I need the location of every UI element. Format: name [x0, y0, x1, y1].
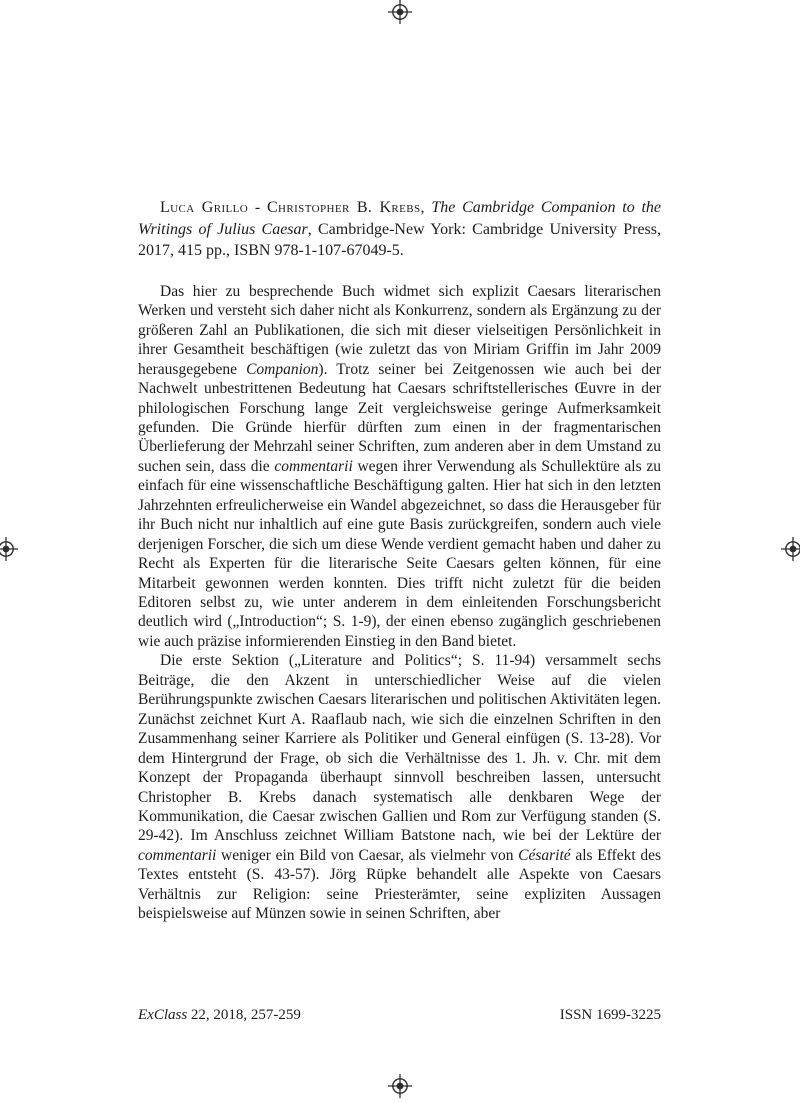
book-citation — [138, 197, 661, 262]
body-paragraph — [138, 651, 661, 923]
text-segment: Luca Grillo — [160, 199, 249, 216]
text-segment: 22, 2018, 257-259 — [187, 1007, 301, 1023]
review-text-block — [138, 197, 661, 924]
text-segment: wegen ihrer Verwendung als Schullektüre als zu einfach für eine wissenschaftliche Beschäftigung galten. Hier hat sich in den letzten Jahrzehnten erfreulicherweise ein Wandel abgezeichnet, so dass die Herausgeber für ihr Buch nicht nur inhaltlich auf eine gute Basis zurückgreifen, sondern auch viele derjenigen Forscher, die sich um diese Wende verdient gemacht haben und daher zu Recht als Experten für die literarische Seite Caesars gelten können, für eine Mitarbeit gewonnen werden konnten. Dies trifft nicht zuletzt für die beiden Editoren selbst zu, wie unter anderem in dem einleitenden Forschungsbericht deutlich wird („Introduction“; S. 1-9), der einen ebenso zugänglich geschriebenen wie auch präzise informierenden Einstieg in den Band bietet. — [138, 457, 661, 650]
text-segment: Die erste Sektion („Literature and Politics“; S. 11-94) versammelt sechs Beiträge, die den Akzent in unterschiedlicher Weise auf die vielen Berührungspunkte zwischen Caesars literarischen und politischen Aktivitäten legen. Zunächst zeichnet Kurt A. Raaflaub nach, wie sich die einzelnen Schriften in den Zusammenhang seiner Karriere als Politiker und General einfügen (S. 13-28). Vor dem Hintergrund der Frage, ob sich die Verhältnisse des 1. Jh. v. Chr. mit dem Konzept der Propaganda überhaupt sinnvoll beschreiben lassen, untersucht Christopher B. Krebs danach systematisch alle denkbaren Wege der Kommunikation, die Caesar zwischen Gallien und Rom zur Verfügung standen (S. 29-42). Im Anschluss zeichnet William Batstone nach, wie bei der Lektüre der — [138, 652, 661, 845]
text-segment: commentarii — [138, 846, 217, 864]
text-segment: ). Trotz seiner bei Zeitgenossen wie auch bei der Nachwelt unbestrittenen Bedeutung hat Caesars schriftstellerisches Œuvre in der philologischen Forschung lange Zeit vergleichsweise geringe Aufmerksamkeit gefunden. Die Gründe hierfür dürften zum einen in der fragmentarischen Überlieferung der Mehrzahl seiner Schriften, zum anderen aber in dem Umstand zu suchen sein, dass die — [138, 360, 661, 475]
text-segment: ExClass — [138, 1007, 188, 1023]
registration-target-icon — [781, 537, 800, 561]
text-segment: Companion — [246, 360, 319, 378]
text-segment: , Cambridge-New York: Cambridge University Press, 2017, 415 pp., ISBN 978-1-107-67049-5. — [138, 220, 662, 260]
text-segment: commentarii — [274, 457, 353, 475]
text-segment: Christopher B. Krebs — [266, 199, 421, 216]
text-segment: Das hier zu besprechende Buch widmet sich explizit Caesars literarischen Werken und versteht sich daher nicht als Konkurrenz, sondern als Ergänzung zu der größeren Zahl an Publikationen, die sich mit dieser vielseitigen Persönlichkeit in ihrer Gesamtheit beschäftigen (wie zuletzt das von Miriam Griffin im Jahr 2009 herausgegebene — [138, 282, 661, 378]
registration-mark-left — [0, 537, 18, 561]
text-segment: - — [248, 199, 267, 216]
text-segment: als Effekt des Textes entsteht (S. 43-57). Jörg Rüpke behandelt alle Aspekte von Caesars Verhältnis zur Religion: seine Priesterämter, seine expliziten Aussagen beispielsweise auf Münzen sowie in seinen Schriften, aber — [138, 846, 661, 923]
body-paragraph — [138, 282, 661, 652]
registration-target-icon — [388, 1074, 412, 1098]
text-segment: The Cambridge Companion to the Writings of Julius Caesar — [138, 199, 662, 238]
text-segment: weniger ein Bild von Caesar, als vielmehr von — [216, 846, 519, 864]
registration-target-icon — [0, 537, 18, 561]
registration-mark-right — [781, 537, 800, 561]
page-footer — [138, 1006, 661, 1025]
registration-mark-top — [388, 0, 412, 24]
text-segment: Césarité — [518, 846, 571, 864]
text-segment: , — [420, 199, 432, 216]
registration-mark-bottom — [388, 1074, 412, 1098]
issn-number: ISSN 1699-3225 — [559, 1007, 661, 1023]
review-body — [138, 282, 661, 924]
registration-target-icon — [388, 0, 412, 24]
journal-reference — [138, 1006, 301, 1025]
